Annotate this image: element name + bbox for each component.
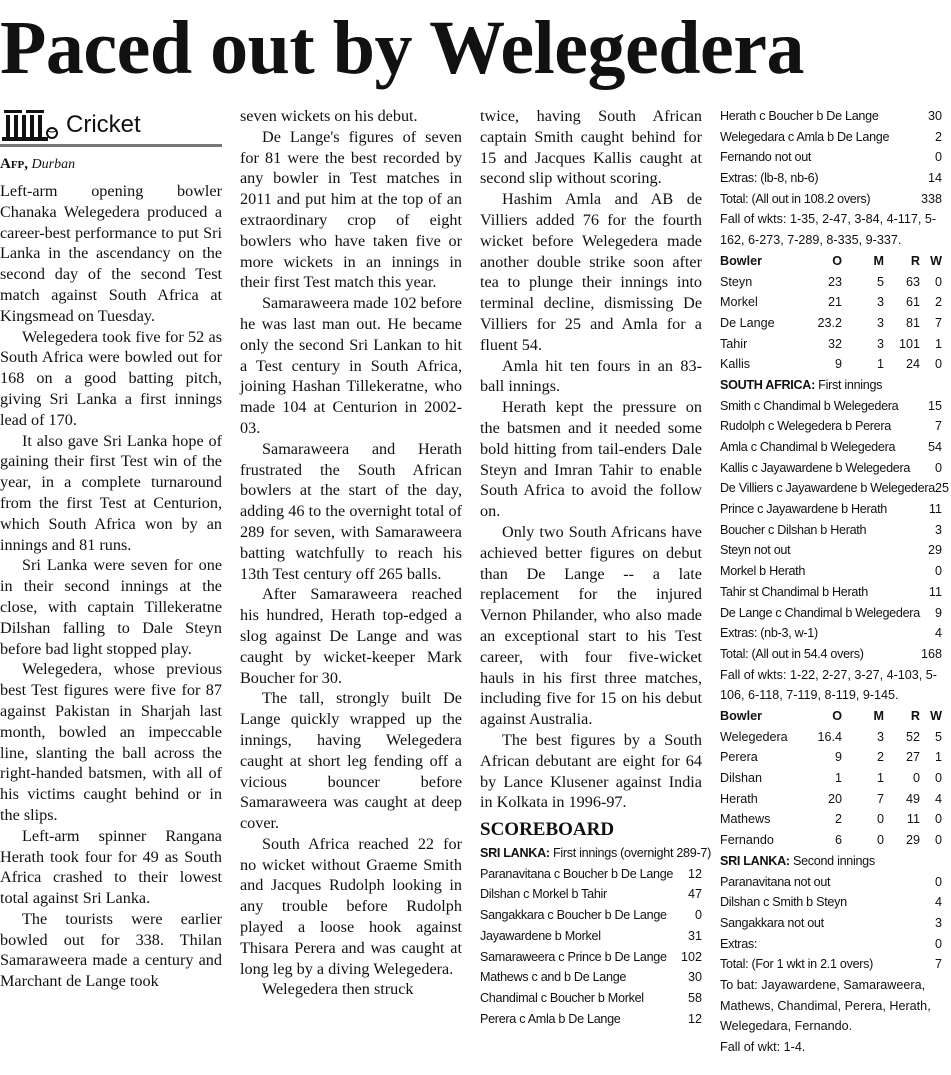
bowler-name: Tahir <box>720 336 748 351</box>
scoreboard-title: SCOREBOARD <box>480 819 615 841</box>
bowling-figure: 16.4 <box>817 729 842 744</box>
runs: 30 <box>927 109 942 123</box>
bowling-figure: 0 <box>876 812 884 827</box>
batsman-dismissal: Sangakkara not out <box>720 915 824 930</box>
runs: 29 <box>927 543 942 558</box>
bowler-name: Morkel <box>720 295 758 310</box>
bowling-header-cell: O <box>832 253 842 268</box>
runs: 4 <box>934 626 942 641</box>
runs: 47 <box>687 887 702 902</box>
runs: 11 <box>928 584 942 599</box>
batsman-dismissal: Extras: (nb-3, w-1) <box>720 626 818 641</box>
batting-row <box>720 540 942 561</box>
runs: 12 <box>687 866 702 881</box>
bowling-header-cell: Bowler <box>720 253 762 268</box>
bowling-row <box>720 334 942 355</box>
runs: 3 <box>934 915 942 930</box>
byline <box>0 147 222 181</box>
bowling-row <box>720 292 942 313</box>
bowling-figure: 61 <box>905 295 920 310</box>
batting-row <box>480 988 702 1009</box>
bowling-figure: 0 <box>912 771 920 786</box>
runs: 54 <box>927 440 942 455</box>
bowling-figure: 0 <box>876 833 884 848</box>
bowling-row <box>720 768 942 789</box>
runs: 4 <box>934 895 942 910</box>
batsman-dismissal: Extras: (lb-8, nb-6) <box>720 171 819 186</box>
bowling-figure: 63 <box>905 274 920 289</box>
innings-team: SRI LANKA: <box>720 853 790 868</box>
article-column-3 <box>480 106 711 1029</box>
runs: 3 <box>934 522 942 537</box>
scoreboard-sl-first-innings <box>480 843 711 1029</box>
bowling-figure: 5 <box>934 729 942 744</box>
batting-row <box>720 458 942 479</box>
batting-row <box>480 926 702 947</box>
batting-row <box>480 947 702 968</box>
bowling-header-cell: W <box>930 253 942 268</box>
batting-row <box>720 520 942 541</box>
batsman-dismissal: Welegedara c Amla b De Lange <box>720 129 890 144</box>
bowling-figure: 6 <box>834 833 842 848</box>
paragraph: Welegedera took five for 52 as South Africa were bowled out for 168 on a good batting pitch, giving Sri Lanka a first innings lead of 170. <box>0 327 222 429</box>
runs: 15 <box>927 398 942 413</box>
batting-row <box>720 189 942 210</box>
bowler-name: Perera <box>720 750 758 765</box>
bowling-figure: 1 <box>934 336 942 351</box>
batsman-dismissal: Dilshan c Morkel b Tahir <box>480 887 607 902</box>
fall-of-wickets: Fall of wkt: 1-4. <box>720 1040 806 1055</box>
paragraph: South Africa reached 22 for no wicket without Graeme Smith and Jacques Rudolph looking in any trouble before Rudolph played a loose hook against Thisara Perera and was caught at long leg by a diving Welegedera. <box>240 834 462 978</box>
bowling-figure: 0 <box>934 771 942 786</box>
batsman-dismissal: Tahir st Chandimal b Herath <box>720 584 868 599</box>
paragraph: Herath kept the pressure on the batsmen and it needed some bold hitting from tail-enders Dale Steyn and Imran Tahir to enable South Africa to avoid the follow on. <box>480 398 702 521</box>
bowling-figure: 20 <box>827 791 842 806</box>
headline: Paced out by Welegedera <box>0 6 804 90</box>
innings-heading <box>480 843 711 864</box>
batsman-dismissal: Chandimal c Boucher b Morkel <box>480 990 644 1005</box>
innings-label: First innings <box>814 377 883 392</box>
bowling-figure: 1 <box>834 771 842 786</box>
article-column-1 <box>0 106 222 992</box>
batsman-dismissal: Kallis c Jayawardene b Welegedera <box>720 460 911 475</box>
batting-row <box>720 954 942 975</box>
batsman-dismissal: Samaraweera c Prince b De Lange <box>480 949 667 964</box>
paragraph: After Samaraweera reached his hundred, Herath top-edged a slog against De Lange and was caught by wicket-keeper Mark Boucher for 30. <box>240 585 462 687</box>
byline-agency: Afp, <box>0 156 29 172</box>
scoreboard-column <box>720 106 949 1058</box>
runs: 102 <box>680 949 702 964</box>
innings-team: SOUTH AFRICA: <box>720 377 815 392</box>
batting-row <box>480 884 702 905</box>
bowling-row <box>720 313 942 334</box>
batsman-dismissal: Boucher c Dilshan b Herath <box>720 522 867 537</box>
bowling-row <box>720 272 942 293</box>
paragraph: Left-arm spinner Rangana Herath took four for 49 as South Africa crashed to their lowest total against Sri Lanka. <box>0 826 222 908</box>
bowling-figure: 1 <box>876 771 884 786</box>
bowling-header-cell: M <box>873 709 884 723</box>
bowler-name: Fernando <box>720 833 774 848</box>
batsman-dismissal: Paranavitana not out <box>720 874 831 889</box>
paragraph: The tourists were earlier bowled out for 338. Thilan Samaraweera made a century and Marchant de Lange took <box>0 909 222 991</box>
runs: 7 <box>934 957 942 972</box>
batting-row <box>720 147 942 168</box>
bowling-header-cell: R <box>910 253 920 268</box>
batting-row <box>720 416 942 437</box>
batting-row <box>720 106 942 127</box>
fall-of-wickets: Fall of wkts: 1-35, 2-47, 3-84, 4-117, 5-162, 6-273, 7-289, 8-335, 9-337. <box>720 212 937 248</box>
batsman-dismissal: Perera c Amla b De Lange <box>480 1011 621 1026</box>
batsman-dismissal: De Villiers c Jayawardene b Welegedera <box>720 481 935 496</box>
runs: 11 <box>928 502 942 517</box>
innings-label: Second innings <box>789 853 875 868</box>
runs: 9 <box>934 605 942 620</box>
runs: 30 <box>687 970 702 985</box>
runs: 2 <box>934 129 942 144</box>
batting-row <box>720 561 942 582</box>
bowling-row <box>720 830 942 851</box>
bowling-figure: 4 <box>934 791 942 806</box>
bowling-header-cell: R <box>910 709 920 723</box>
runs: 0 <box>934 936 942 951</box>
batting-row <box>720 437 942 458</box>
innings-heading <box>720 851 942 872</box>
paragraph: Samaraweera and Herath frustrated the South African bowlers at the start of the day, adding 46 to the overnight total of 289 for seven, with Samaraweera batting watchfully to reach his 13th Test century off 265 balls. <box>240 439 462 583</box>
runs: 0 <box>934 150 942 165</box>
runs: 338 <box>920 191 942 206</box>
bowling-figure: 11 <box>906 812 920 827</box>
batsman-dismissal: Extras: <box>720 936 758 951</box>
bowling-figure: 0 <box>934 357 942 372</box>
paragraph: Sri Lanka were seven for one in their second innings at the close, with captain Tillekeratne Dilshan falling to Dale Steyn before bad light stopped play. <box>0 556 222 658</box>
bowling-figure: 27 <box>905 750 920 765</box>
byline-place: Durban <box>31 157 76 172</box>
bowling-figure: 3 <box>876 315 884 330</box>
runs: 0 <box>934 874 942 889</box>
batsman-dismissal: Paranavitana c Boucher b De Lange <box>480 866 674 881</box>
paragraph: Only two South Africans have achieved better figures on debut than De Lange -- a late replacement for the injured Vernon Philander, who also made an exceptional start to his Test career, with four five-wicket hauls in his first three matches, including five for 15 on his debut against Australia. <box>480 522 702 729</box>
article-column-2 <box>240 106 462 1000</box>
bowler-name: Kallis <box>720 357 751 372</box>
bowling-figure: 52 <box>905 729 920 744</box>
bowling-row <box>720 727 942 748</box>
bowling-header <box>720 251 942 272</box>
bowling-header-cell: Bowler <box>720 709 762 723</box>
section-kicker <box>0 106 222 147</box>
bowling-figure: 21 <box>827 295 842 310</box>
batsman-dismissal: Prince c Jayawardene b Herath <box>720 502 888 517</box>
cricket-stumps-icon <box>0 107 62 143</box>
paragraph: De Lange's figures of seven for 81 were the best recorded by any bowler in Test matches in 2011 and put him at the top of an extraordinary crop of eight bowlers who have taken five or more wickets in an innings in their first Test match this year. <box>240 127 462 292</box>
bowling-figure: 2 <box>934 295 942 310</box>
runs: 58 <box>687 990 702 1005</box>
paragraph: Welegedera then struck <box>262 980 414 999</box>
bowling-row <box>720 354 942 375</box>
bowling-header-cell: M <box>873 253 884 268</box>
bowling-figure: 7 <box>934 315 942 330</box>
batting-row <box>480 1009 702 1030</box>
batting-row <box>720 934 942 955</box>
paragraph: Welegedera, whose previous best Test figures were five for 87 against Pakistan in Sharjah last month, bowled an impeccable line, slanting the ball across the right-handed batsmen, with all of his victims caught behind or in the slips. <box>0 660 222 824</box>
batting-row <box>480 864 702 885</box>
to-bat: To bat: Jayawardene, Samaraweera, Mathews, Chandimal, Perera, Herath, Welegedara, Fernando. <box>720 977 931 1034</box>
paragraph: seven wickets on his debut. <box>240 107 418 125</box>
batting-row <box>720 396 942 417</box>
batsman-dismissal: Herath c Boucher b De Lange <box>720 109 879 123</box>
paragraph: It also gave Sri Lanka hope of gaining their first Test win of the year, in a complete turnaround from the first Test at Centurion, which South Africa won by an innings and 81 runs. <box>0 431 222 554</box>
batsman-dismissal: Amla c Chandimal b Welegedera <box>720 440 896 455</box>
batsman-dismissal: Fernando not out <box>720 150 812 165</box>
bowling-figure: 2 <box>876 750 884 765</box>
runs: 0 <box>934 460 942 475</box>
bowling-figure: 0 <box>934 812 942 827</box>
paragraph: twice, having South African captain Smith caught behind for 15 and Jacques Kallis caught at second slip without scoring. <box>480 107 702 188</box>
bowling-figure: 29 <box>905 833 920 848</box>
bowling-header-cell: O <box>832 709 842 723</box>
paragraph: Left-arm opening bowler Chanaka Welegedera produced a career-best performance to put Sri Lanka in the ascendancy on the second day of the second Test match against South Africa at Kingsmead on Tuesday. <box>0 182 222 325</box>
batsman-dismissal: Steyn not out <box>720 543 791 558</box>
paragraph: Samaraweera made 102 before he was last man out. He became only the second Sri Lankan to hit a Test century in South Africa, joining Hashan Tillekeratne, who made 104 at Centurion in 2002-03. <box>240 294 462 437</box>
bowling-figure: 23.2 <box>817 315 842 330</box>
batting-row <box>720 127 942 148</box>
bowling-figure: 9 <box>834 750 842 765</box>
batting-row <box>480 905 702 926</box>
batting-row <box>720 872 942 893</box>
batsman-dismissal: Total: (For 1 wkt in 2.1 overs) <box>720 957 874 972</box>
runs: 168 <box>920 646 942 661</box>
bowling-figure: 0 <box>934 274 942 289</box>
batting-row <box>720 913 942 934</box>
batsman-dismissal: Total: (All out in 54.4 overs) <box>720 646 864 661</box>
section-label: Cricket <box>66 111 141 138</box>
runs: 7 <box>934 419 942 434</box>
batsman-dismissal: Dilshan c Smith b Steyn <box>720 895 847 910</box>
bowler-name: Mathews <box>720 812 771 827</box>
bowling-figure: 49 <box>905 791 920 806</box>
batting-row <box>720 478 949 499</box>
bowling-figure: 5 <box>876 274 884 289</box>
bowling-figure: 23 <box>827 274 842 289</box>
batsman-dismissal: Rudolph c Welegedera b Perera <box>720 419 891 434</box>
runs: 12 <box>687 1011 702 1026</box>
runs: 25 <box>934 481 949 496</box>
bowler-name: Steyn <box>720 274 753 289</box>
batting-row <box>720 644 942 665</box>
bowling-figure: 1 <box>876 357 884 372</box>
paragraph: The tall, strongly built De Lange quickly wrapped up the innings, having Welegedera caught at short leg fending off a vicious bouncer before Samaraweera was caught at deep cover. <box>240 689 462 833</box>
innings-team: SRI LANKA: <box>480 846 550 861</box>
bowler-name: De Lange <box>720 315 775 330</box>
bowling-row <box>720 809 942 830</box>
innings-heading <box>720 375 942 396</box>
bowling-figure: 1 <box>934 750 942 765</box>
batsman-dismissal: Smith c Chandimal b Welegedera <box>720 398 899 413</box>
runs: 0 <box>694 908 702 923</box>
batsman-dismissal: Total: (All out in 108.2 overs) <box>720 191 871 206</box>
runs: 0 <box>934 564 942 579</box>
bowling-figure: 2 <box>834 812 842 827</box>
bowling-header-cell: W <box>930 709 942 723</box>
bowling-row <box>720 747 942 768</box>
bowling-figure: 3 <box>876 295 884 310</box>
runs: 31 <box>687 928 702 943</box>
bowling-figure: 81 <box>905 315 920 330</box>
bowling-header <box>720 706 942 727</box>
innings-label: First innings (overnight 289-7) <box>549 846 711 861</box>
paragraph: Hashim Amla and AB de Villiers added 76 for the fourth wicket before Welegedera made another double strike soon after tea to plunge their innings into terminal decline, dismissing De Villiers for 25 and Amla for a fluent 54. <box>480 190 702 354</box>
batsman-dismissal: Morkel b Herath <box>720 564 806 579</box>
bowling-figure: 3 <box>876 336 884 351</box>
batting-row <box>720 168 942 189</box>
batsman-dismissal: Mathews c and b De Lange <box>480 970 627 985</box>
bowling-figure: 3 <box>876 729 884 744</box>
batsman-dismissal: De Lange c Chandimal b Welegedera <box>720 605 920 620</box>
batting-row <box>720 623 942 644</box>
bowling-figure: 24 <box>905 357 920 372</box>
batting-row <box>720 499 942 520</box>
paragraph: The best figures by a South African debutant are eight for 64 by Lance Klusener against India in Kolkata in 1996-97. <box>480 730 702 812</box>
batsman-dismissal: Jayawardene b Morkel <box>480 928 601 943</box>
bowler-name: Dilshan <box>720 771 762 786</box>
bowling-figure: 0 <box>934 833 942 848</box>
batsman-dismissal: Sangakkara c Boucher b De Lange <box>480 908 667 923</box>
runs: 14 <box>927 171 942 186</box>
fall-of-wickets: Fall of wkts: 1-22, 2-27, 3-27, 4-103, 5-106, 6-118, 7-119, 8-119, 9-145. <box>720 667 937 703</box>
bowler-name: Welegedera <box>720 729 788 744</box>
batting-row <box>720 603 942 624</box>
bowling-row <box>720 789 942 810</box>
bowling-figure: 32 <box>827 336 842 351</box>
batting-row <box>720 892 942 913</box>
bowling-figure: 9 <box>834 357 842 372</box>
batting-row <box>480 967 702 988</box>
paragraph: Amla hit ten fours in an 83-ball innings. <box>480 356 702 396</box>
bowling-figure: 101 <box>898 336 920 351</box>
batting-row <box>720 582 942 603</box>
bowler-name: Herath <box>720 791 758 806</box>
bowling-figure: 7 <box>876 791 884 806</box>
